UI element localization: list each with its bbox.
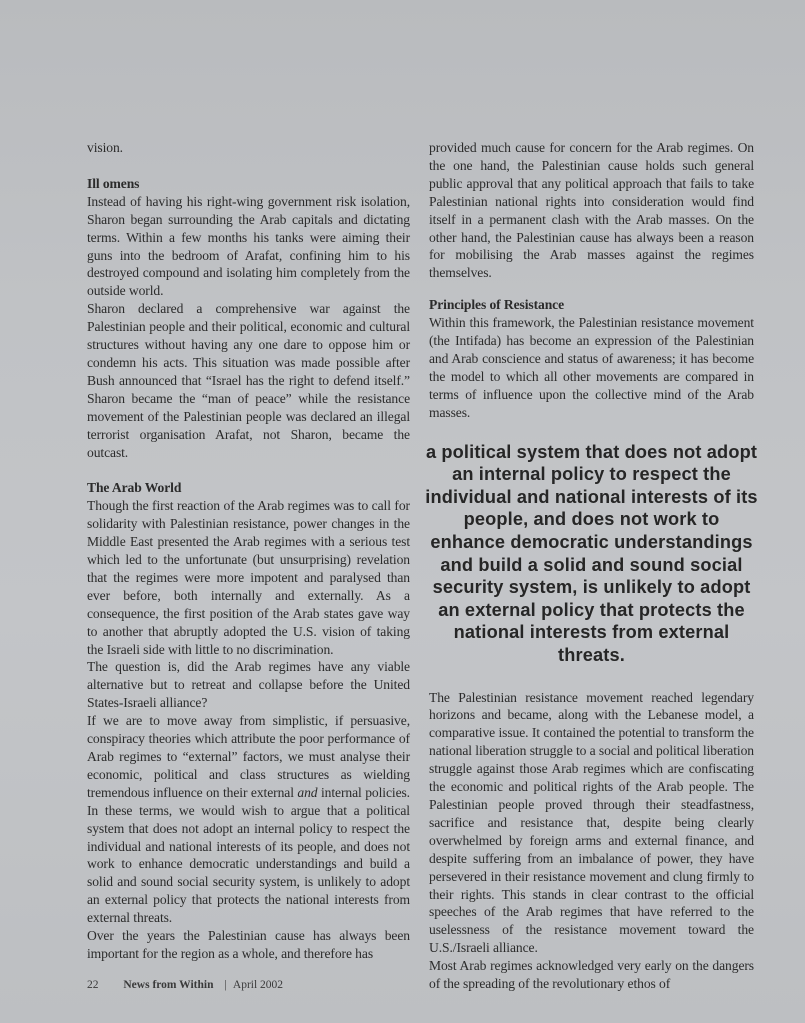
body-paragraph: Though the first reaction of the Arab regimes was to call for solidarity with Palestinian resistance, power changes in the Middle East presented the Arab regimes with a serious test which led to the unfortunate (but unsurprising) revelation that the regimes were more impotent and paralysed than ever before, both internally and externally. As a consequence, the first position of the Arab states gave way to another that abruptly adopted the U.S. vision of taking the Israeli side with little to no discrimination. [87, 498, 410, 657]
body-text: internal policies. In these terms, we would wish to argue that a political system that does not adopt an internal policy to respect the individual and national interests of its people, and does not work to enhance democratic understandings and build a solid and sound social security system, is unlikely to adopt an external policy that protects the national interests from external threats. [87, 784, 410, 926]
left-column [87, 139, 410, 963]
pull-quote: a political system that does not adopt an internal policy to respect the individual and national interests of its people, and does not work to enhance democratic understandings and build a solid and sound social security system, is unlikely to adopt an external policy that protects the national interests from external threats. [425, 441, 758, 665]
page-number: 22 [87, 979, 99, 991]
body-paragraph: The Palestinian resistance movement reached legendary horizons and became, along with the Lebanese model, a comparative issue. It contained the potential to transform the national liberation struggle to a social and political liberation struggle against those Arab regimes which are confiscating the economic and political rights of the Arab people. The Palestinian people proved through their steadfastness, sacrifice and resistance that, despite being clearly overwhelmed by foreign arms and external finance, and despite suffering from an imbalance of power, they have persevered in their resistance movement and clung firmly to their rights. This stands in clear contrast to the official speeches of the Arab regimes that have referred to the uselessness of the resistance movement toward the U.S./Israeli alliance. [429, 689, 754, 956]
body-paragraph [87, 712, 410, 927]
footer-separator: | [224, 979, 227, 991]
issue-date: April 2002 [232, 979, 284, 991]
emphasis-text: and [297, 784, 318, 800]
lead-in-text: vision. [87, 140, 123, 155]
body-paragraph: The question is, did the Arab regimes have any viable alternative but to retreat and collapse before the United States-Israeli alliance? [87, 659, 410, 711]
publication-name: News from Within [123, 979, 214, 991]
body-paragraph: Instead of having his right-wing government risk isolation, Sharon began surrounding the Arab capitals and dictating terms. Within a few months his tanks were aiming their guns into the bedroom of Arafat, confining him to his destroyed compound and isolating him completely from the outside world. [87, 193, 410, 299]
section-heading-principles-of-resistance: Principles of Resistance [429, 297, 565, 313]
body-paragraph: provided much cause for concern for the Arab regimes. On the one hand, the Palestinian cause holds such general public approval that any political approach that fails to take Palestinian national rights into consideration would find itself in a permanent clash with the Arab masses. On the other hand, the Palestinian cause has always been a reason for mobilising the Arab masses against the regimes themselves. [429, 140, 754, 281]
body-paragraph: Over the years the Palestinian cause has always been important for the region as a whole, and therefore has [87, 928, 410, 961]
body-paragraph: Most Arab regimes acknowledged very early on the dangers of the spreading of the revolutionary ethos of [429, 958, 754, 992]
body-paragraph: Sharon declared a comprehensive war against the Palestinian people and their political, economic and cultural structures without having any one dare to oppose him or condemn his acts. This situation was made possible after Bush announced that “Israel has the right to defend itself.” Sharon became the “man of peace” while the resistance movement of the Palestinian people was declared an illegal terrorist organisation Arafat, not Sharon, became the outcast. [87, 301, 410, 460]
right-column [425, 139, 758, 993]
page-footer [87, 979, 283, 991]
section-heading-arab-world: The Arab World [87, 480, 182, 496]
section-heading-ill-omens: Ill omens [87, 175, 140, 191]
body-paragraph: Within this framework, the Palestinian resistance movement (the Intifada) has become an expression of the Palestinian and Arab conscience and status of awareness; it has become the model to which all other movements are compared in terms of influence upon the collective mind of the Arab masses. [429, 315, 754, 420]
body-text: If we are to move away from simplistic, if persuasive, conspiracy theories which attribute the poor performance of Arab regimes to “external” factors, we must analyse their economic, political and class structures as wielding tremendous influence on their external [87, 713, 410, 800]
